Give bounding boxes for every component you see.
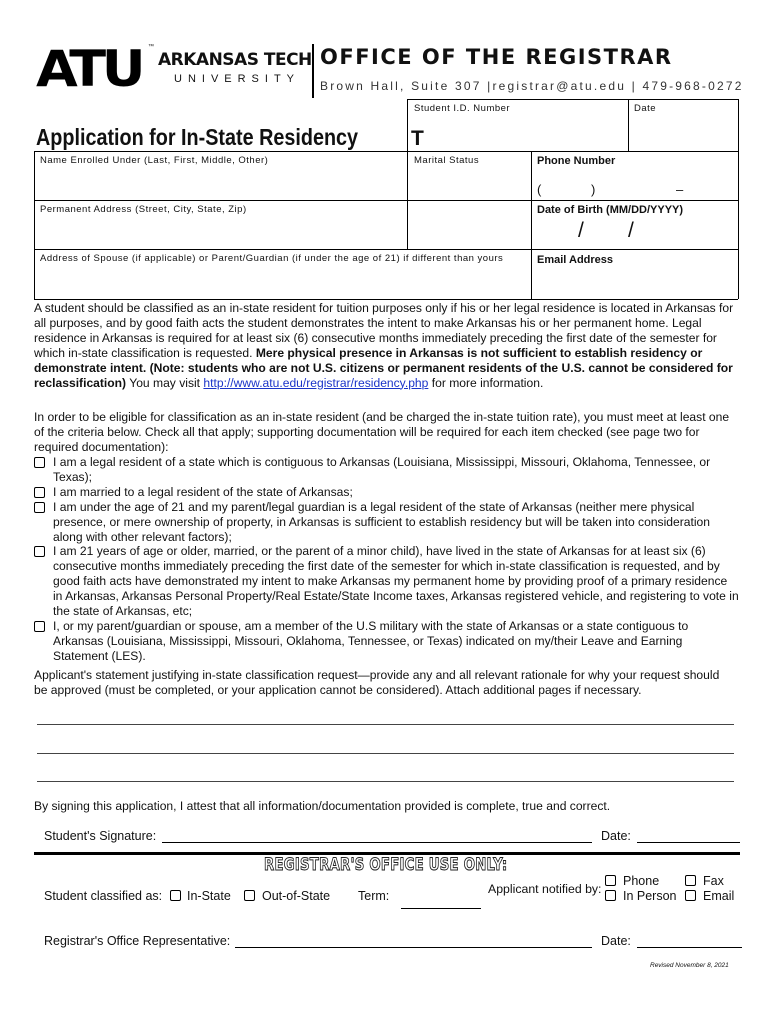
signature-date-line[interactable] — [637, 842, 740, 843]
criterion-item: I am under the age of 21 and my parent/legal guardian is a legal resident of the state of Arkansas (neither mere physical presence, or mere ownership of property, in Arkansas is sufficient to establish residency but will be taken into consideration along with other relevant factors); — [34, 500, 739, 545]
criterion-item: I, or my parent/guardian or spouse, am a member of the U.S military with the state of Arkansas or a state contiguous to Arkansas (Louisiana, Mississippi, Missouri, Oklahoma, Tennessee, or Texas) indicated on my/their Leave and Earning Statement (LES). — [34, 619, 739, 664]
office-contact: Brown Hall, Suite 307 |registrar@atu.edu | 479-968-0272 — [320, 79, 744, 93]
criterion-checkbox[interactable] — [34, 502, 45, 513]
criterion-checkbox[interactable] — [34, 546, 45, 557]
dob-slash: / — [578, 219, 584, 242]
eligibility-paragraph: In order to be eligible for classification as an in-state resident (and be charged the in-state tuition rate), you must meet at least one of the criteria below. Check all that apply; supporting documentation will be required for each item checked (see page two for required documentation): — [34, 410, 730, 454]
revision-note: Revised November 8, 2021 — [650, 962, 729, 969]
header-divider — [312, 44, 314, 98]
grid-line — [34, 200, 738, 201]
logo-arkansas-tech: ARKANSAS TECH — [158, 50, 312, 70]
spouse-address-label: Address of Spouse (if applicable) or Parent/Guardian (if under the age of 21) if different than yours — [40, 253, 504, 264]
name-field[interactable] — [36, 168, 406, 198]
grid-line — [34, 249, 738, 250]
email-field[interactable] — [533, 268, 737, 298]
representative-line[interactable] — [235, 947, 592, 948]
grid-line — [407, 99, 738, 100]
signature-line[interactable] — [162, 842, 592, 843]
date-field[interactable] — [630, 116, 736, 149]
in-person-checkbox[interactable] — [605, 890, 616, 901]
criterion-checkbox[interactable] — [34, 621, 45, 632]
phone-checkbox[interactable] — [605, 875, 616, 886]
name-label: Name Enrolled Under (Last, First, Middle, Other) — [40, 155, 269, 166]
marital-status-label: Marital Status — [414, 155, 480, 166]
dob-field[interactable] — [533, 219, 737, 247]
statement-line[interactable] — [37, 781, 734, 782]
permanent-address-field[interactable] — [36, 217, 529, 247]
phone-field[interactable] — [533, 170, 737, 198]
phone-dash: – — [676, 182, 684, 197]
term-line[interactable] — [401, 908, 481, 909]
grid-line — [34, 151, 738, 152]
statement-line[interactable] — [37, 753, 734, 754]
trademark-mark: ™ — [148, 44, 154, 50]
term-label: Term: — [358, 889, 390, 903]
phone-label: Phone Number — [537, 155, 616, 167]
criterion-item: I am a legal resident of a state which is contiguous to Arkansas (Louisiana, Mississippi, Missouri, Oklahoma, Tennessee, or Texas); — [34, 455, 739, 485]
outstate-checkbox[interactable] — [244, 890, 255, 901]
office-title: OFFICE OF THE REGISTRAR — [320, 45, 673, 69]
logo-university: UNIVERSITY — [174, 73, 301, 85]
dob-label: Date of Birth (MM/DD/YYYY) — [537, 204, 684, 216]
phone-paren-close: ) — [591, 182, 596, 197]
signature-label: Student's Signature: — [44, 829, 157, 843]
statement-line[interactable] — [37, 724, 734, 725]
criterion-checkbox[interactable] — [34, 457, 45, 468]
grid-line — [34, 151, 35, 299]
phone-paren-open: ( — [537, 182, 542, 197]
email-checkbox[interactable] — [685, 890, 696, 901]
email-label: Email Address — [537, 254, 614, 266]
fax-option-label: Fax — [703, 874, 724, 888]
outstate-label: Out-of-State — [262, 889, 331, 903]
intro-paragraph: A student should be classified as an in-state resident for tuition purposes only if his or her legal residence is located in Arkansas for all purposes, and by good faith acts the student demonstrates the intent to make Arkansas his or her permanent home. Legal residence in Arkansas is required for at least six (6) consecutive months immediately preceding the first date of the semester for which in-state classification is requested. Mere physical presence in Arkansas is not sufficient to establish residency or demonstrate intent. (Note: students who are not U.S. citizens or permanent residents of the U.S. cannot be considered for reclassification) You may visit http://www.atu.edu/registrar/residency.php for more information. — [34, 301, 734, 390]
attestation-text: By signing this application, I attest that all information/documentation provided is complete, true and correct. — [34, 799, 611, 813]
grid-line — [34, 299, 738, 300]
criterion-item: I am 21 years of age or older, married, or the parent of a minor child), have lived in the state of Arkansas for at least six (6) consecutive months immediately preceding the first date of the semester for which in-state classification is requested, and by good faith acts have demonstrated my intent to make Arkansas my permanent home by providing proof of a primary residence in Arkansas, Arkansas Personal Property/Real Estate/State Income taxes, Arkansas registered vehicle, and registering to vote in the state of Arkansas, etc; — [34, 544, 739, 619]
atu-logo: ATU — [36, 40, 142, 98]
email-option-label: Email — [703, 889, 735, 903]
notified-label: Applicant notified by: — [488, 882, 602, 896]
signature-date-label: Date: — [601, 829, 631, 843]
marital-status-field[interactable] — [409, 168, 529, 198]
criterion-item: I am married to a legal resident of the state of Arkansas; — [34, 485, 739, 500]
office-date-label: Date: — [601, 934, 631, 948]
grid-line — [738, 99, 739, 299]
grid-line — [531, 151, 532, 299]
permanent-address-label: Permanent Address (Street, City, State, Zip) — [40, 204, 247, 215]
date-label: Date — [634, 103, 657, 114]
office-use-title: REGISTRAR'S OFFICE USE ONLY: — [264, 855, 508, 875]
fax-checkbox[interactable] — [685, 875, 696, 886]
representative-label: Registrar's Office Representative: — [44, 934, 231, 948]
office-date-line[interactable] — [637, 947, 742, 948]
classified-label: Student classified as: — [44, 889, 163, 903]
instate-label: In-State — [187, 889, 231, 903]
residency-link[interactable]: http://www.atu.edu/registrar/residency.php — [203, 375, 429, 390]
student-id-field[interactable]: T — [411, 127, 424, 150]
form-title: Application for In-State Residency — [36, 124, 359, 150]
instate-checkbox[interactable] — [170, 890, 181, 901]
statement-instructions: Applicant's statement justifying in-state classification request—provide any and all relevant rationale for why your request should be approved (must be completed, or your application cannot be considered). Attach additional pages if necessary. — [34, 668, 720, 697]
phone-option-label: Phone — [623, 874, 660, 888]
grid-line — [628, 99, 629, 151]
in-person-option-label: In Person — [623, 889, 677, 903]
student-id-label: Student I.D. Number — [414, 103, 511, 114]
criterion-checkbox[interactable] — [34, 487, 45, 498]
dob-slash: / — [628, 219, 634, 242]
